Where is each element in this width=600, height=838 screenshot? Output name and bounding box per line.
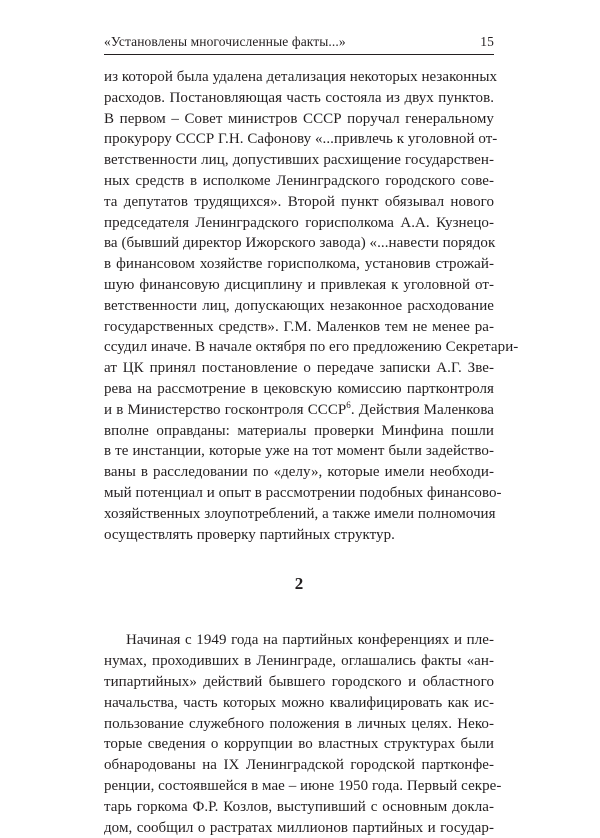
text-line: Начиная с 1949 года на партийных конференциях и пле- xyxy=(104,630,494,651)
text-line: ветственности лиц, допустивших расхищение государствен- xyxy=(104,150,494,171)
running-head-title: «Установлены многочисленные факты...» xyxy=(104,32,346,52)
text-line: расходов. Постановляющая часть состояла из двух пунктов. xyxy=(104,88,494,109)
text-line: начальства, часть которых можно квалифицировать как ис- xyxy=(104,693,494,714)
text-line: рева на рассмотрение в цековскую комиссию партконтроля xyxy=(104,379,494,400)
footnote-mark: 6 xyxy=(346,400,351,410)
text-line: вполне оправданы: материалы проверки Минфина пошли xyxy=(104,421,494,442)
text-line-head: и в Министерство госконтроля СССР xyxy=(104,402,346,418)
text-line: ссудил иначе. В начале октября по его предложению Секретари- xyxy=(104,337,494,358)
text-line: хозяйственных злоупотреблений, а также имели полномочия xyxy=(104,504,494,525)
text-line: прокурору СССР Г.Н. Сафонову «...привлечь к уголовной от- xyxy=(104,129,494,150)
text-line: пользование служебного положения в личных целях. Неко- xyxy=(104,714,494,735)
book-page xyxy=(104,32,494,838)
text-line: обнародованы на IX Ленинградской городской партконфе- xyxy=(104,755,494,776)
paragraph-2 xyxy=(104,630,494,838)
text-line: нумах, проходивших в Ленинграде, оглашались факты «ан- xyxy=(104,651,494,672)
text-line: из которой была удалена детализация некоторых незаконных xyxy=(104,67,494,88)
text-line: дом, сообщил о растратах миллионов партийных и государ- xyxy=(104,818,494,838)
text-line-tail: . Действия Маленкова xyxy=(351,402,494,418)
header-rule xyxy=(104,54,494,55)
text-line: мый потенциал и опыт в рассмотрении подобных финансово- xyxy=(104,483,494,504)
text-line: ваны в расследовании по «делу», которые имели необходи- xyxy=(104,462,494,483)
text-line: в те инстанции, которые уже на тот момент были задейство- xyxy=(104,441,494,462)
text-line: ветственности лиц, допускающих незаконное расходование xyxy=(104,296,494,317)
text-line: государственных средств». Г.М. Маленков тем не менее ра- xyxy=(104,317,494,338)
running-head xyxy=(104,32,494,52)
text-line: осуществлять проверку партийных структур. xyxy=(104,525,494,546)
text-line: ва (бывший директор Ижорского завода) «...навести порядок xyxy=(104,233,494,254)
text-line: ренции, состоявшейся в мае – июне 1950 года. Первый секре- xyxy=(104,776,494,797)
text-line: типартийных» действий бывшего городского и областного xyxy=(104,672,494,693)
text-line-with-footnote xyxy=(104,400,494,421)
text-line: та депутатов трудящихся». Второй пункт обязывал нового xyxy=(104,192,494,213)
text-line: шую финансовую дисциплину и привлекая к уголовной от- xyxy=(104,275,494,296)
text-line: торые сведения о коррупции во властных структурах были xyxy=(104,734,494,755)
text-line: В первом – Совет министров СССР поручал генеральному xyxy=(104,109,494,130)
section-number: 2 xyxy=(104,572,494,596)
text-line: в финансовом хозяйстве горисполкома, установив строжай- xyxy=(104,254,494,275)
text-line: ных средств в исполкоме Ленинградского городского сове- xyxy=(104,171,494,192)
paragraph-1 xyxy=(104,67,494,545)
text-line: ат ЦК принял постановление о передаче записки А.Г. Зве- xyxy=(104,358,494,379)
text-line: председателя Ленинградского горисполкома А.А. Кузнецо- xyxy=(104,213,494,234)
text-line: тарь горкома Ф.Р. Козлов, выступивший с основным докла- xyxy=(104,797,494,818)
page-number: 15 xyxy=(480,32,494,52)
